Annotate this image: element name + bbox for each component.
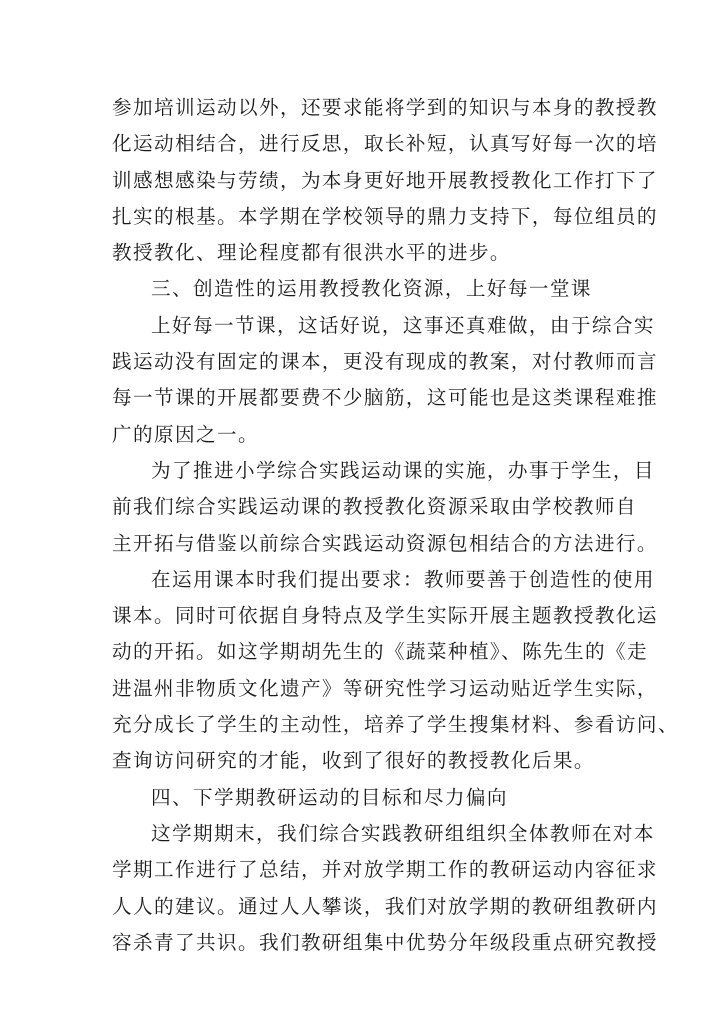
paragraph-line: 容杀青了共识。我们教研组集中优势分年级段重点研究教授 (112, 930, 658, 954)
paragraph-first-line: 四、下学期教研运动的目标和尽力偏向 (151, 785, 508, 809)
paragraph-line: 进温州非物质文化遗产》等研究性学习运动贴近学生实际， (112, 676, 658, 700)
paragraph-line: 前我们综合实践运动课的教授教化资源采取由学校教师自 (112, 495, 637, 519)
paragraph-line: 课本。同时可依据自身特点及学生实际开展主题教授教化运 (112, 604, 658, 628)
paragraph-line: 践运动没有固定的课本，更没有现成的教案，对付教师而言 (112, 350, 658, 374)
paragraph-line: 参加培训运动以外，还要求能将学到的知识与本身的教授教 (112, 96, 658, 119)
paragraph-first-line: 这学期期末，我们综合实践教研组组织全体教师在对本 (151, 821, 655, 845)
paragraph-line: 训感想感染与劳绩，为本身更好地开展教授教化工作打下了 (112, 168, 658, 192)
paragraph-line: 学期工作进行了总结，并对放学期工作的教研运动内容征求 (112, 858, 658, 882)
paragraph-line: 扎实的根基。本学期在学校领导的鼎力支持下，每位组员的 (112, 204, 658, 228)
paragraph-first-line: 为了推进小学综合实践运动课的实施，办事于学生，目 (151, 458, 655, 482)
paragraph-line: 教授教化、理论程度都有很洪水平的进步。 (112, 241, 511, 265)
paragraph-line: 主开拓与借鉴以前综合实践运动资源包相结合的方法进行。 (112, 531, 658, 555)
document-body (112, 90, 679, 961)
paragraph-line: 动的开拓。如这学期胡先生的《蔬菜种植》、陈先生的《走 (112, 640, 649, 664)
paragraph-line: 人人的建议。通过人人攀谈，我们对放学期的教研组教研内 (112, 894, 658, 918)
paragraph-line: 每一节课的开展都要费不少脑筋，这可能也是这类课程难推 (112, 386, 658, 410)
paragraph-line: 化运动相结合，进行反思，取长补短，认真写好每一次的培 (112, 132, 658, 156)
paragraph-line: 广的原因之一。 (112, 422, 259, 446)
paragraph-first-line: 上好每一节课，这话好说，这事还真难做，由于综合实 (151, 313, 655, 337)
paragraph-line: 充分成长了学生的主动性，培养了学生搜集材料、参看访问、 (112, 713, 679, 737)
paragraph-first-line: 三、创造性的运用教授教化资源，上好每一堂课 (151, 277, 592, 301)
paragraph-first-line: 在运用课本时我们提出要求：教师要善于创造性的使用 (151, 567, 655, 591)
paragraph-line: 查询访问研究的才能，收到了很好的教授教化后果。 (112, 749, 595, 773)
